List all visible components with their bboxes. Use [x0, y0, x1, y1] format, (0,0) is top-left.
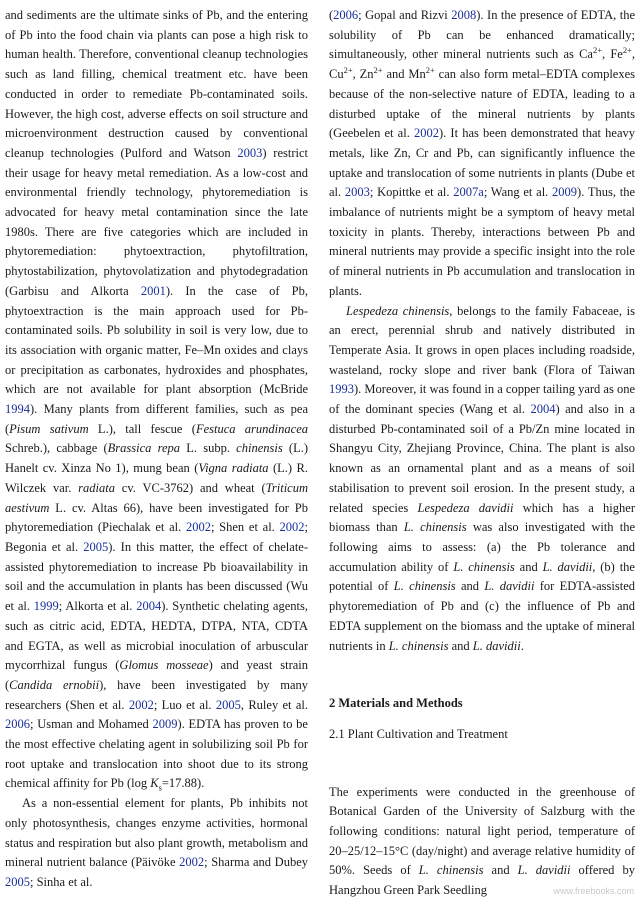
- citation-link[interactable]: 2002: [185, 520, 211, 535]
- species-name: L. davidii: [542, 559, 593, 574]
- ion-charge: 2+: [425, 64, 435, 75]
- subsection-heading: 2.1 Plant Cultivation and Treatment: [329, 726, 508, 741]
- text-run: which has a higher biomass than: [329, 500, 635, 535]
- citation-link[interactable]: 2003: [344, 185, 370, 200]
- text-run: , Fe: [602, 47, 623, 62]
- left-column: [5, 6, 308, 893]
- text-run: ). In the presence of EDTA, the solubility of Pb can be enhanced dramatically; simultaneously, other mineral nutrients such as Ca: [329, 8, 635, 62]
- text-run: ). EDTA has proven to be the most effective chelating agent in solubilizing soil Pb for root uptake and translocation into shoot due to its strong chemical affinity for Pb (log: [5, 717, 308, 791]
- ion-charge: 2+: [622, 45, 632, 56]
- text-run: ) restrict their usage for heavy metal remediation. As a low-cost and environmental friendly technology, phytoremediation is advocated for heavy metal contamination since the late 1980s. There are five categories which are included in phytoremediation: phytoextraction, phytofiltration, phytostabilization, phytovolatization and phytodegradation (Garbisu and Alkorta: [5, 145, 308, 298]
- text-run: and: [455, 579, 485, 594]
- citation-link[interactable]: 2002: [279, 520, 305, 535]
- citation-link[interactable]: 2009: [152, 717, 178, 732]
- text-run: ). It has been demonstrated that heavy metals, like Zn, Cr and Pb, can significantly influence the uptake and translocation of some nutrients in plants (Dube et al.: [329, 126, 635, 200]
- text-run: , Cu: [329, 47, 636, 82]
- text-run: ; Sharma and Dubey: [204, 855, 309, 870]
- text-run: (L.) R. Wilczek var.: [5, 461, 308, 495]
- citation-link[interactable]: 2006: [333, 8, 359, 22]
- paragraph: [5, 6, 308, 794]
- species-name: Pisum sativum: [9, 421, 89, 436]
- text-run: and sediments are the ultimate sinks of Pb, and the entering of Pb into the food chain via plants can pose a high risk to human health. Therefore, conventional cleanup technologies such as land filling, chemical treatment etc. have been conducted in order to remediate Pb-contaminated soils. However, the high cost, adverse effects on soil structure and microenvironment destruction caused by conventional cleanup technologies (Pulford and Watson: [5, 8, 308, 160]
- section-heading: 2 Materials and Methods: [329, 696, 463, 711]
- species-name: L. chinensis: [418, 863, 484, 878]
- citation-link[interactable]: 2002: [179, 855, 205, 870]
- citation-link[interactable]: 2006: [5, 717, 30, 732]
- text-run: and: [448, 638, 473, 653]
- text-run: The experiments were conducted in the greenhouse of Botanical Garden of the University of Salzburg with the following conditions: natural light period, temperature of 20–25/12–15°C (day/night) and average relative humidity of 50%. Seeds of: [329, 784, 635, 878]
- text-run: Schreb.), cabbage (: [5, 441, 108, 456]
- species-name: Lespedeza davidii: [417, 500, 514, 515]
- text-run: can also form metal–EDTA complexes because of the non-selective nature of EDTA, leading to a disturbed uptake of the mineral nutrients by plants (Geebelen et al.: [329, 67, 636, 141]
- species-name: L. davidii: [472, 638, 521, 653]
- text-run: cv. VC-3762) and wheat (: [114, 480, 266, 495]
- species-name: Vigna radiata: [198, 461, 269, 476]
- paragraph: [5, 794, 308, 893]
- text-run: As a non-essential element for plants, Pb inhibits not only photosynthesis, changes enzyme activities, hormonal status and respiration but also plant growth, metabolism and mineral nutrient balance (Päivöke: [5, 796, 308, 870]
- text-run: ). Synthetic chelating agents, such as citric acid, EDTA, HEDTA, DTPA, NTA, CDTA and EGTA, as well as microbial inoculation of arbuscular mycorrhizal fungus (: [5, 599, 308, 673]
- text-run: , belongs to the family Fabaceae, is an erect, perennial shrub and natively distributed in Temperate Asia. It grows in open places including roadside, wasteland, rocky slope and river bank (Flora of Taiwan: [329, 303, 635, 377]
- math-subscript: s: [158, 782, 162, 793]
- citation-link[interactable]: 2005: [215, 697, 241, 712]
- text-run: ), have been investigated by many researchers (Shen et al.: [5, 677, 308, 712]
- ion-charge: 2+: [592, 45, 603, 56]
- species-name: L. chinensis: [393, 579, 456, 594]
- text-run: ; Usman and Mohamed: [30, 717, 153, 732]
- text-run: , Ruley et al.: [240, 697, 308, 712]
- citation-link[interactable]: 2005: [83, 539, 109, 554]
- species-name: Glomus mosseae: [119, 658, 209, 673]
- text-run: ; Gopal and Rizvi: [358, 8, 452, 22]
- text-run: ). Thus, the imbalance of nutrients might be a symptom of heavy metal toxicity in plants. Thereby, interactions between Pb and mineral nutrients may provide a specific insight into the role of mineral nutrients in Pb accumulation and translocation in plants.: [329, 185, 635, 298]
- citation-link[interactable]: 1994: [5, 402, 30, 417]
- citation-link[interactable]: 2003: [237, 145, 263, 160]
- citation-link[interactable]: 2009: [552, 185, 578, 200]
- species-name: L. chinensis: [388, 638, 449, 653]
- text-run: ; Sinha et al.: [30, 874, 93, 889]
- citation-link[interactable]: 1999: [33, 599, 59, 614]
- text-run: L. cv. Altas 66), have been investigated for Pb phytoremediation (Piechalak et al.: [5, 500, 308, 535]
- paragraph: (2006; Gopal and Rizvi 2008). In the presence of EDTA, the solubility of Pb can be enhanced dramatically; simultaneously, other mineral nutrients such as $Ca^{2+}$, $Fe^{2+}$, $Cu^{2+}$, $Zn^{2+}$ and $Mn^{2+}$ can also form metal–EDTA complexes because of the non-selective nature of EDTA, leading to a disturbed uptake of the mineral nutrients by plants (Geebelen et al. 2002). It has been demonstrated that heavy metals, like Zn, Cr and Pb, can significantly influence the uptake and translocation of some nutrients in plants (Dube et al. 2003; Kopittke et al. 2007a; Wang et al. 2009). Thus, the imbalance of nutrients might be a symptom of heavy metal toxicity in plants. Thereby, interactions between Pb and mineral nutrients may provide a specific insight into the role of mineral nutrients in Pb accumulation and translocation in plants.: [329, 8, 636, 298]
- citation-link[interactable]: 2004: [136, 599, 162, 614]
- species-name: L. chinensis: [453, 559, 515, 574]
- citation-link[interactable]: 1993: [329, 382, 354, 397]
- text-run: ) and yeast strain (: [5, 658, 309, 692]
- text-run: L. subp.: [180, 441, 237, 456]
- citation-link[interactable]: 2001: [140, 283, 166, 298]
- right-column: [329, 6, 635, 901]
- citation-link[interactable]: 2002: [128, 697, 154, 712]
- text-run: ; Luo et al.: [153, 697, 216, 712]
- text-run: ) and also in a disturbed Pb-contaminated soil of a Pb/Zn mine located in Shangyu City, Zhejiang Province, China. The plant is also known as an ornamental plant and as a means of soil stabilisation to prevent soil erosion. In the present study, a related species: [329, 402, 635, 515]
- paragraph: [329, 302, 635, 657]
- species-name: Candida ernobii: [9, 677, 100, 692]
- text-run: ). In the case of Pb, phytoextraction is the main approach used for Pb-contaminated soils. Pb solubility in soil is very low, due to its association with organic matter, Fe–Mn oxides and clays or precipitation as carbonates, hydroxides and phosphates, which are not available for plant absorption (McBride: [5, 283, 308, 397]
- text-run: L.), tall fescue (: [88, 421, 196, 436]
- text-run: ). Many plants from different families, such as pea (: [5, 402, 308, 436]
- species-name: Brassica repa: [107, 441, 181, 456]
- text-run: and: [483, 863, 518, 878]
- citation-link[interactable]: 2004: [530, 402, 556, 417]
- text-run: =17.88).: [161, 776, 205, 791]
- text-run: ). In this matter, the effect of chelate-assisted phytoremediation to increase Pb bioavailability in soil and the accumulation in plants has been discussed (Wu et al.: [5, 539, 308, 614]
- ion-charge: 2+: [373, 64, 383, 75]
- species-name: chinensis: [236, 441, 283, 456]
- text-run: offered by Hangzhou Green Park Seedling: [329, 863, 635, 898]
- ion-charge: 2+: [343, 64, 353, 75]
- citation-link[interactable]: 2007a: [453, 185, 484, 200]
- paragraph: [329, 783, 635, 901]
- citation-link[interactable]: 2008: [451, 8, 477, 22]
- species-name: radiata: [78, 480, 115, 495]
- text-run: ; Kopittke et al.: [369, 185, 454, 200]
- text-run: (L.) Hanelt cv. Xinza No 1), mung bean (: [5, 441, 308, 476]
- text-run: and: [514, 559, 543, 574]
- text-run: ; Alkorta et al.: [58, 599, 137, 614]
- text-run: was also investigated with the following aims to assess: (a) the Pb tolerance and accumulation ability of: [329, 520, 635, 574]
- species-name: Lespedeza chinensis: [346, 303, 450, 318]
- watermark: www.freebooks.com: [553, 886, 634, 896]
- species-name: Triticum aestivum: [5, 480, 308, 515]
- math-variable: K: [150, 776, 159, 791]
- text-run: , Zn: [352, 67, 374, 82]
- text-run: ). Moreover, it was found in a copper tailing yard as one of the dominant species (Wang et al.: [329, 382, 636, 417]
- text-run: .: [520, 638, 524, 653]
- text-run: and Mn: [382, 67, 426, 82]
- text-run: for EDTA-assisted phytoremediation of Pb and (c) the influence of Pb and EDTA supplement on the biomass and the uptake of mineral nutrients in: [329, 579, 635, 653]
- citation-link[interactable]: 2002: [413, 126, 439, 141]
- species-name: L. davidii: [517, 863, 571, 878]
- text-run: ; Wang et al.: [483, 185, 553, 200]
- species-name: Festuca arundinacea: [195, 421, 308, 436]
- citation-link[interactable]: 2005: [5, 874, 30, 889]
- text-run: ; Shen et al.: [210, 520, 280, 535]
- species-name: L. davidii: [484, 579, 535, 594]
- text-run: ; Begonia et al.: [5, 520, 308, 554]
- species-name: L. chinensis: [403, 520, 467, 535]
- text-run: , (b) the potential of: [329, 559, 635, 594]
